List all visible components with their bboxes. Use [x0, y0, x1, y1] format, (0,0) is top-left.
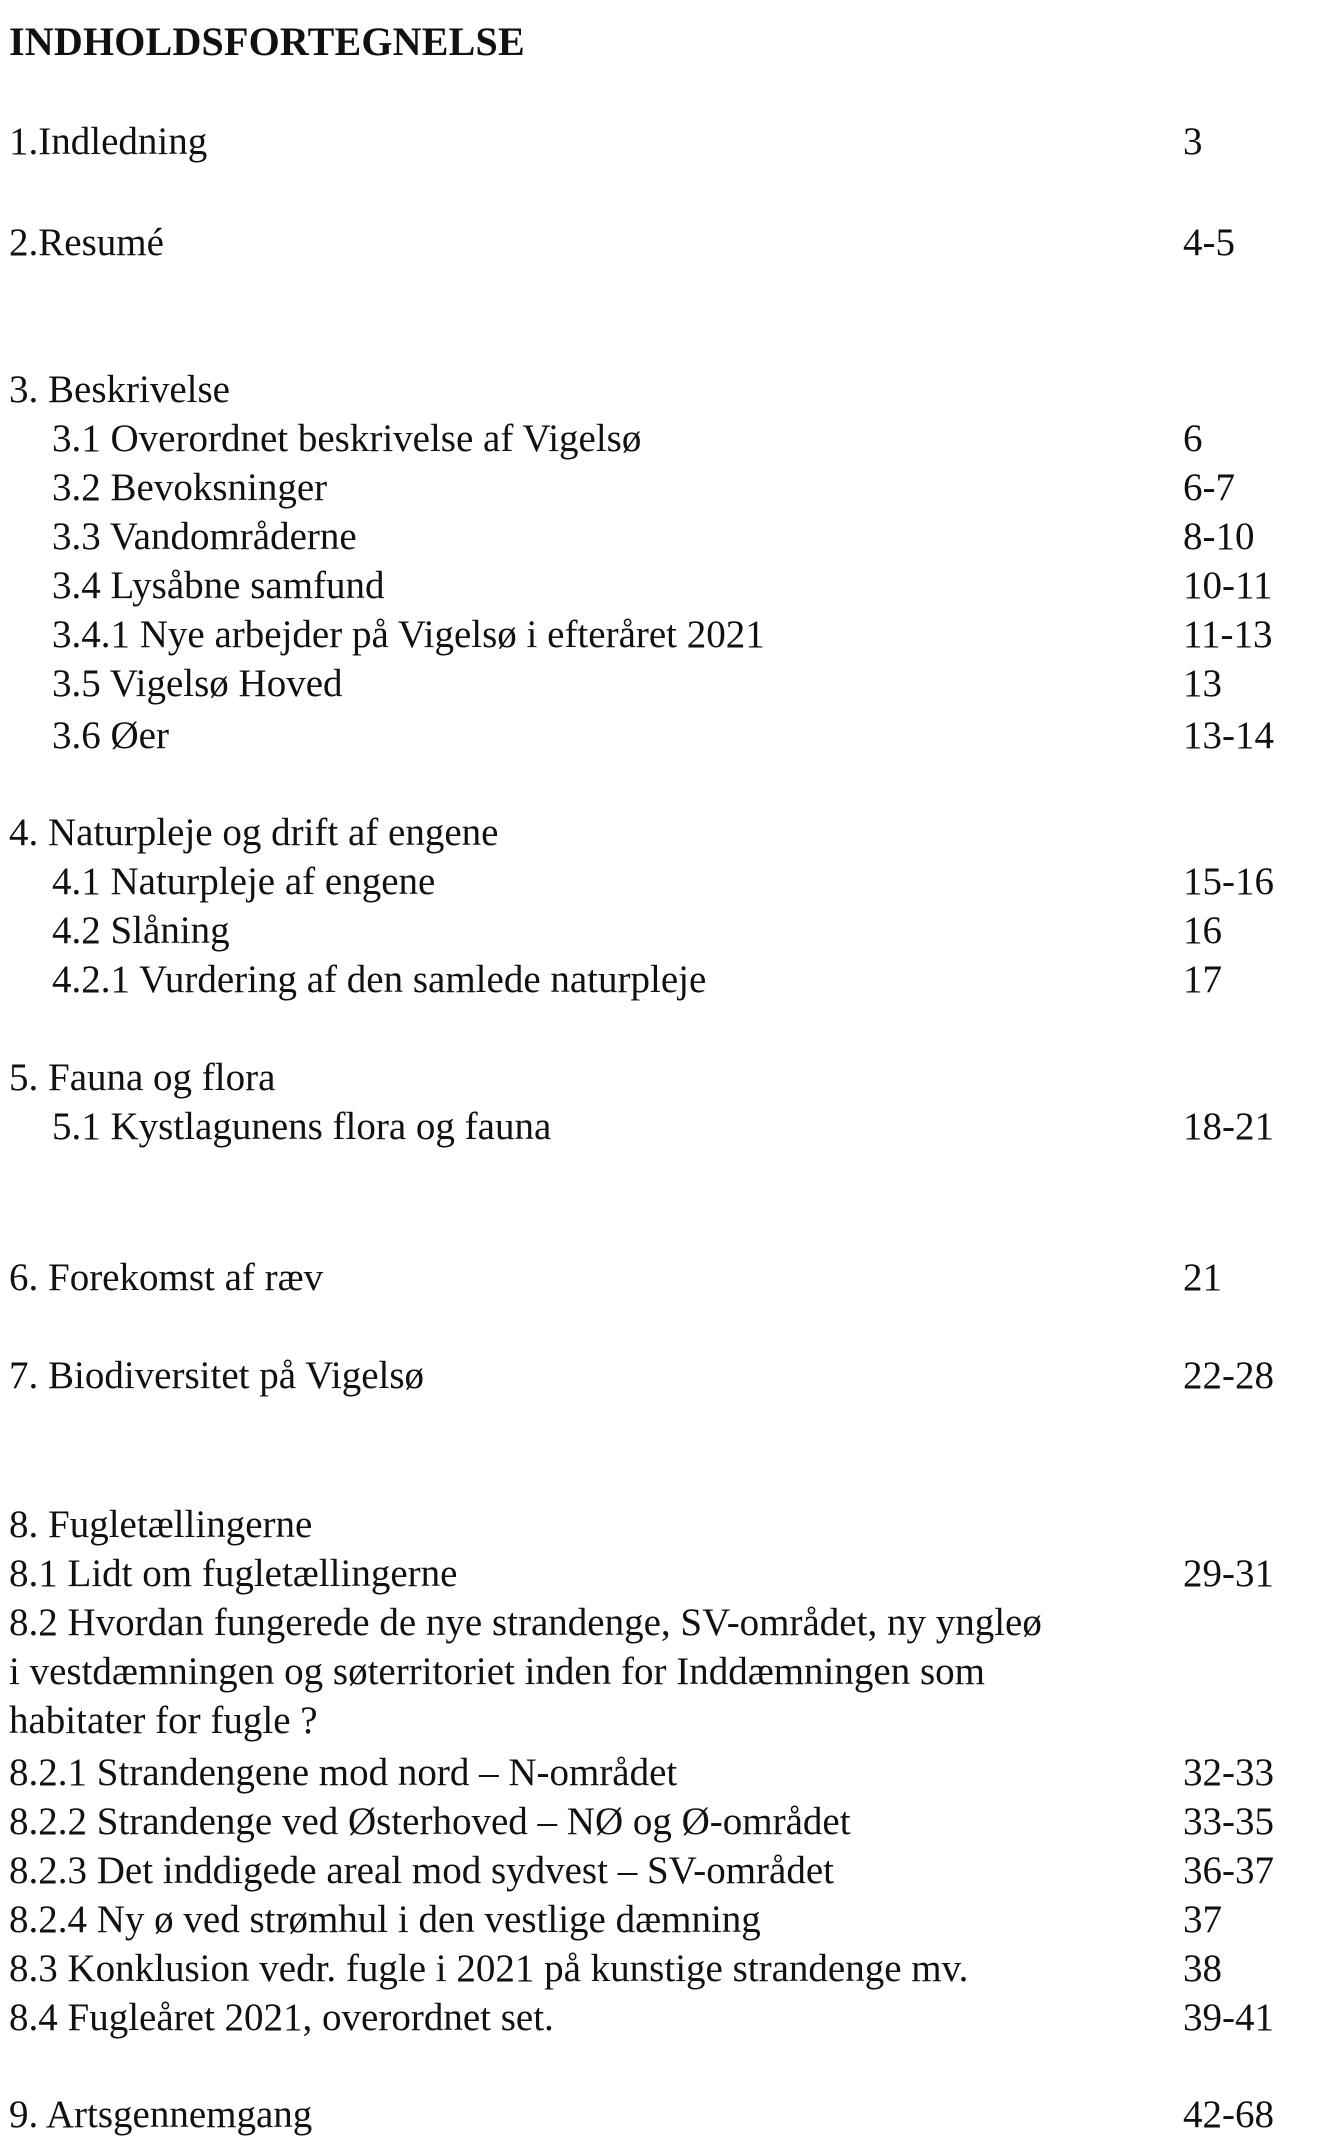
- toc-entry-label: 6. Forekomst af ræv: [9, 1256, 324, 1299]
- toc-entry-pages: 39-41: [1183, 1996, 1274, 2039]
- toc-entry-pages: 6: [1183, 417, 1203, 460]
- toc-entry-label: 9. Artsgennemgang: [9, 2093, 313, 2136]
- toc-entry-label: 3.1 Overordnet beskrivelse af Vigelsø: [52, 417, 642, 460]
- toc-entry-label: 4.2 Slåning: [52, 909, 230, 952]
- toc-entry-label: 8.2.3 Det inddigede areal mod sydvest – SV-området: [9, 1849, 834, 1892]
- toc-entry-label: 3.3 Vandområderne: [52, 515, 357, 558]
- toc-entry-label: 3. Beskrivelse: [9, 368, 230, 411]
- toc-entry-label: 3.2 Bevoksninger: [52, 466, 328, 509]
- toc-entry-label: 8.2.4 Ny ø ved strømhul i den vestlige dæmning: [9, 1898, 761, 1941]
- toc-entry-label: 8.1 Lidt om fugletællingerne: [9, 1552, 458, 1595]
- toc-title: INDHOLDSFORTEGNELSE: [9, 19, 525, 64]
- toc-entry-pages: 13-14: [1183, 714, 1274, 757]
- toc-entry-pages: 8-10: [1183, 515, 1255, 558]
- toc-entry-label: 3.4 Lysåbne samfund: [52, 564, 385, 607]
- toc-entry-pages: 15-16: [1183, 860, 1274, 903]
- toc-entry-label: 5.1 Kystlagunens flora og fauna: [52, 1105, 552, 1148]
- toc-entry-pages: 21: [1183, 1256, 1222, 1299]
- toc-entry-pages: 38: [1183, 1947, 1222, 1990]
- toc-entry-pages: 37: [1183, 1898, 1222, 1941]
- toc-entry-label: 8. Fugletællingerne: [9, 1503, 313, 1546]
- toc-entry-pages: 29-31: [1183, 1552, 1274, 1595]
- toc-entry-label: 7. Biodiversitet på Vigelsø: [9, 1354, 425, 1397]
- toc-entry-label: habitater for fugle ?: [9, 1699, 318, 1742]
- toc-entry-label: 8.2 Hvordan fungerede de nye strandenge, SV-området, ny yngleø: [9, 1601, 1042, 1644]
- toc-entry-label: 4. Naturpleje og drift af engene: [9, 811, 499, 854]
- toc-entry-label: 5. Fauna og flora: [9, 1056, 276, 1099]
- toc-entry-label: 3.5 Vigelsø Hoved: [52, 662, 343, 705]
- toc-entry-pages: 22-28: [1183, 1354, 1274, 1397]
- toc-entry-label: 2.Resumé: [9, 221, 164, 264]
- toc-entry-label: 3.6 Øer: [52, 714, 169, 757]
- toc-entry-pages: 4-5: [1183, 221, 1235, 264]
- toc-entry-label: 8.4 Fugleåret 2021, overordnet set.: [9, 1996, 554, 2039]
- toc-entry-label: 8.2.2 Strandenge ved Østerhoved – NØ og Ø-området: [9, 1800, 851, 1843]
- toc-entry-pages: 42-68: [1183, 2093, 1274, 2136]
- toc-entry-label: 8.2.1 Strandengene mod nord – N-området: [9, 1751, 678, 1794]
- toc-entry-label: 3.4.1 Nye arbejder på Vigelsø i efteråret 2021: [52, 613, 765, 656]
- toc-entry-label: 1.Indledning: [9, 120, 208, 163]
- toc-entry-pages: 18-21: [1183, 1105, 1274, 1148]
- toc-entry-pages: 13: [1183, 662, 1222, 705]
- toc-entry-label: 4.2.1 Vurdering af den samlede naturpleje: [52, 958, 707, 1001]
- toc-entry-pages: 36-37: [1183, 1849, 1274, 1892]
- toc-entry-label: i vestdæmningen og søterritoriet inden for Inddæmningen som: [9, 1650, 985, 1693]
- toc-entry-pages: 3: [1183, 120, 1203, 163]
- toc-entry-pages: 11-13: [1183, 613, 1273, 656]
- toc-entry-pages: 16: [1183, 909, 1222, 952]
- toc-entry-pages: 33-35: [1183, 1800, 1274, 1843]
- toc-entry-pages: 17: [1183, 958, 1222, 1001]
- toc-entry-label: 4.1 Naturpleje af engene: [52, 860, 436, 903]
- toc-entry-pages: 10-11: [1183, 564, 1273, 607]
- toc-entry-pages: 32-33: [1183, 1751, 1274, 1794]
- toc-entry-label: 8.3 Konklusion vedr. fugle i 2021 på kunstige strandenge mv.: [9, 1947, 969, 1990]
- toc-entry-pages: 6-7: [1183, 466, 1235, 509]
